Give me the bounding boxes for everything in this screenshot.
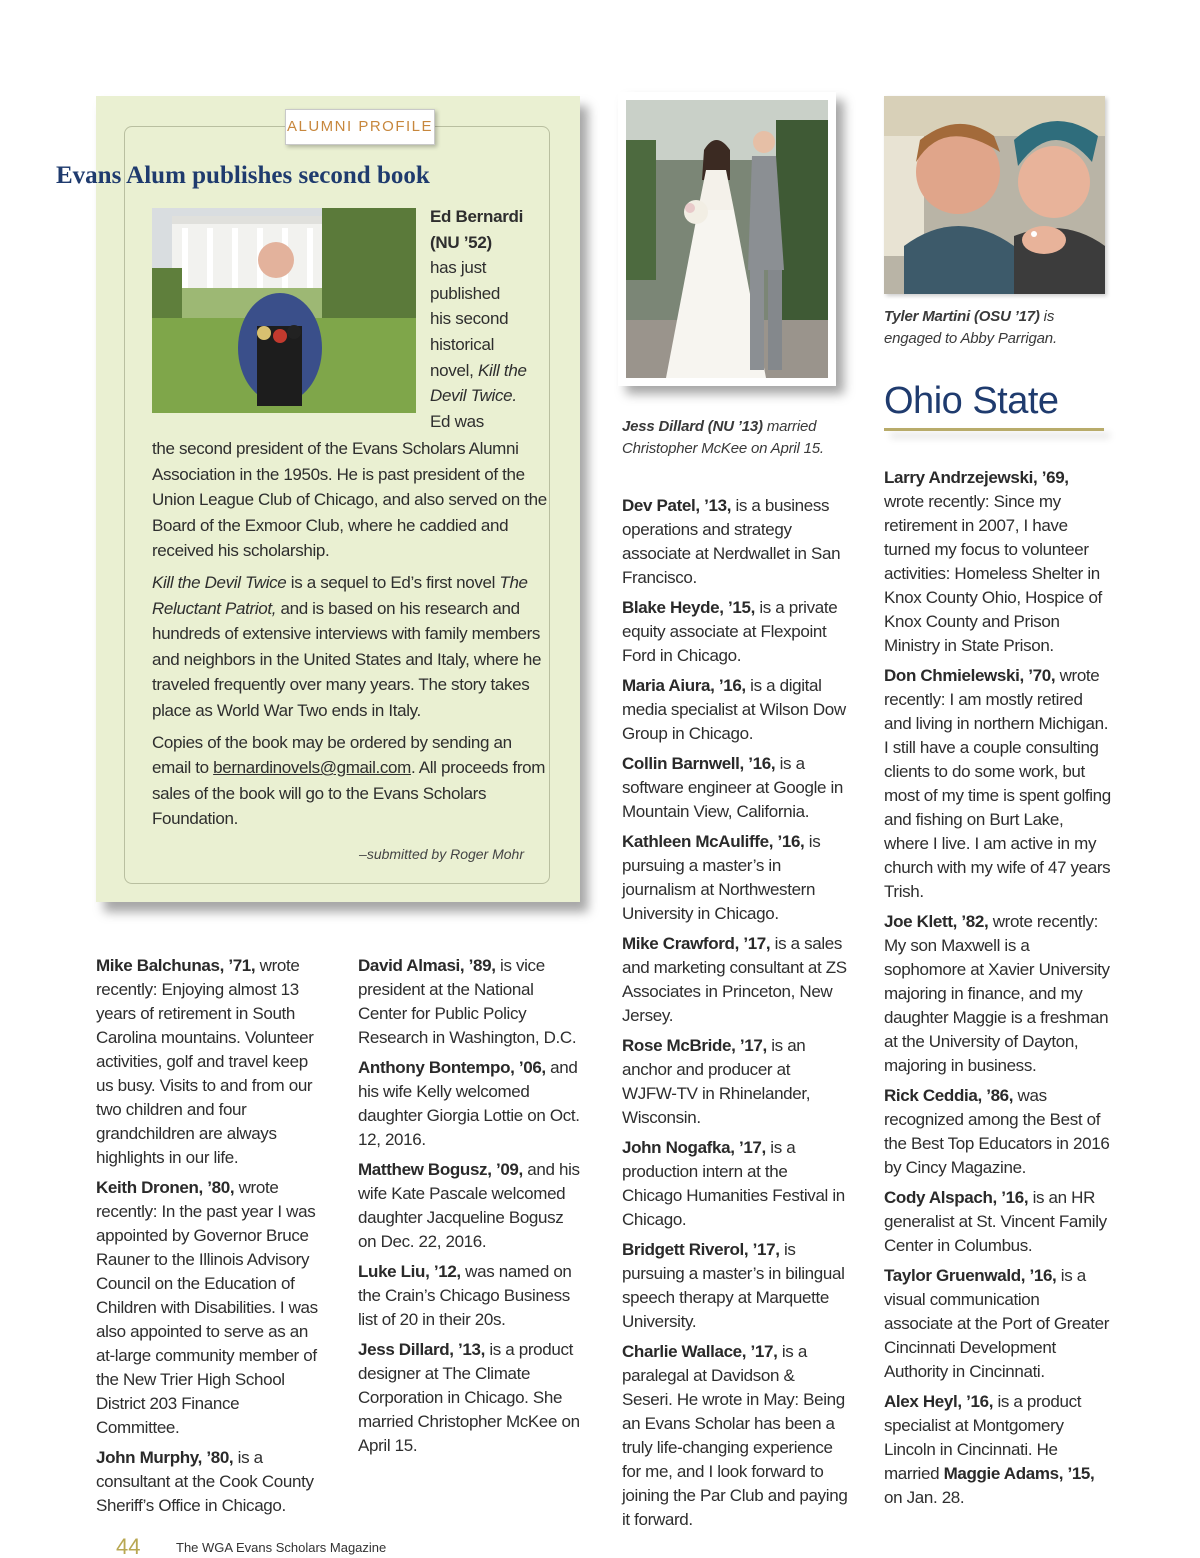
wedding-photo-frame bbox=[618, 92, 836, 386]
alumni-note: was named on the Crain’s Chicago Business list of 20 in their 20s. bbox=[358, 1262, 572, 1329]
profile-intro-line-1: has just bbox=[430, 258, 487, 278]
ed-bernardi-photo-illustration bbox=[152, 208, 416, 413]
profile-novel-line bbox=[430, 358, 540, 384]
list-item bbox=[622, 830, 848, 926]
profile-intro-line-3: his second bbox=[430, 309, 509, 329]
alumni-note: is pursuing a master’s in journalism at Northwestern University in Chicago. bbox=[622, 832, 821, 923]
alumni-note: is an HR generalist at St. Vincent Family Center in Columbus. bbox=[884, 1188, 1107, 1255]
engagement-photo-illustration bbox=[884, 96, 1105, 294]
alumni-name: Mike Balchunas, ’71, bbox=[96, 956, 256, 975]
alumni-name: Larry Andrzejewski, ’69, bbox=[884, 468, 1069, 487]
novel-prefix: novel, bbox=[430, 360, 478, 380]
engagement-photo bbox=[884, 96, 1105, 294]
engagement-caption-name: Tyler Martini (OSU ’17) bbox=[884, 308, 1040, 325]
profile-side-text bbox=[430, 204, 540, 434]
alumni-name: Luke Liu, ’12, bbox=[358, 1262, 461, 1281]
list-item bbox=[358, 1260, 582, 1332]
alumni-profile-tag: ALUMNI PROFILE bbox=[285, 109, 435, 145]
first-book-title: The Reluctant Patriot, bbox=[152, 572, 528, 618]
alumni-note: is vice president at the National Center for Public Policy Research in Washington, D.C. bbox=[358, 956, 577, 1047]
alumni-name-spouse: Maggie Adams, ’15, bbox=[943, 1464, 1095, 1483]
alumni-note: is a software engineer at Google in Mountain View, California. bbox=[622, 754, 844, 821]
list-item bbox=[884, 466, 1112, 658]
alumni-name: John Murphy, ’80, bbox=[96, 1448, 234, 1467]
profile-paragraph-2-mid: is a sequel to Ed’s first novel bbox=[286, 572, 500, 592]
wedding-photo bbox=[626, 100, 828, 378]
profile-body bbox=[152, 436, 552, 838]
novel-title-part1: Kill the bbox=[478, 360, 527, 380]
list-item bbox=[96, 1176, 320, 1440]
alumni-name: Rose McBride, ’17, bbox=[622, 1036, 767, 1055]
alumni-note: and his wife Kelly welcomed daughter Giorgia Lottie on Oct. 12, 2016. bbox=[358, 1058, 580, 1149]
list-item bbox=[622, 932, 848, 1028]
alumni-note: wrote recently: I am mostly retired and living in northern Michigan. I still have a couple consulting clients to do some work, but most of my time is spent golfing and fishing on Burt Lake, where I live. I am active in my church with my wife of 47 years Trish. bbox=[884, 666, 1111, 901]
list-item bbox=[358, 1338, 582, 1458]
ed-bernardi-photo bbox=[152, 208, 416, 413]
engagement-caption-text-1: is bbox=[1039, 308, 1055, 325]
magazine-title: The WGA Evans Scholars Magazine bbox=[176, 1540, 387, 1555]
alumni-name: Blake Heyde, ’15, bbox=[622, 598, 755, 617]
alumni-name: Rick Ceddia, ’86, bbox=[884, 1086, 1014, 1105]
alumni-note: was recognized among the Best of the Best Top Educators in 2016 by Cincy Magazine. bbox=[884, 1086, 1110, 1177]
list-item bbox=[358, 1056, 582, 1152]
wedding-photo-illustration bbox=[626, 100, 828, 378]
book-title: Kill the Devil Twice bbox=[152, 572, 287, 592]
alumni-note-tail: on Jan. 28. bbox=[884, 1488, 965, 1507]
alumni-name: Bridgett Riverol, ’17, bbox=[622, 1240, 780, 1259]
alumni-name: Maria Aiura, ’16, bbox=[622, 676, 746, 695]
section-heading-rule bbox=[884, 428, 1104, 431]
list-item bbox=[358, 954, 582, 1050]
alumni-note: is a digital media specialist at Wilson Dow Group in Chicago. bbox=[622, 676, 846, 743]
engagement-caption-text-2: engaged to Abby Parrigan. bbox=[884, 330, 1057, 347]
alumni-note: is a product designer at The Climate Corporation in Chicago. She married Christopher McKee on April 15. bbox=[358, 1340, 580, 1455]
list-item bbox=[884, 1264, 1112, 1384]
email-link[interactable]: bernardinovels@gmail.com bbox=[213, 758, 411, 778]
submitted-by: –submitted by Roger Mohr bbox=[359, 846, 524, 862]
alumni-note: wrote recently: My son Maxwell is a sophomore at Xavier University majoring in finance, and my daughter Maggie is a freshman at the University of Dayton, majoring in business. bbox=[884, 912, 1110, 1075]
list-item bbox=[622, 1136, 848, 1232]
novel-title-part2: Devil Twice. bbox=[430, 386, 517, 406]
profile-intro-line-4: historical bbox=[430, 334, 495, 354]
list-item bbox=[884, 664, 1112, 904]
list-item bbox=[622, 1034, 848, 1130]
list-item bbox=[96, 954, 320, 1170]
alumni-note: is a consultant at the Cook County Sheriff’s Office in Chicago. bbox=[96, 1448, 314, 1515]
alumni-name: David Almasi, ’89, bbox=[358, 956, 496, 975]
column-4 bbox=[884, 466, 1112, 1516]
alumni-note: is a production intern at the Chicago Humanities Festival in Chicago. bbox=[622, 1138, 845, 1229]
profile-paragraph-3 bbox=[152, 730, 552, 832]
alumni-note: is a product specialist at Montgomery Lincoln in Cincinnati. He married bbox=[884, 1392, 1082, 1483]
list-item bbox=[884, 1084, 1112, 1180]
alumni-note: is a paralegal at Davidson & Seseri. He wrote in May: Being an Evans Scholar has been a truly life-changing experience for me, and I look forward to joining the Par Club and paying it forward. bbox=[622, 1342, 848, 1529]
list-item bbox=[884, 1390, 1112, 1510]
list-item bbox=[884, 910, 1112, 1078]
alumni-name: Kathleen McAuliffe, ’16, bbox=[622, 832, 805, 851]
alumni-note: is an anchor and producer at WJFW-TV in Rhinelander, Wisconsin. bbox=[622, 1036, 811, 1127]
alumni-name: Cody Alspach, ’16, bbox=[884, 1188, 1029, 1207]
alumni-note: and his wife Kate Pascale welcomed daughter Jacqueline Bogusz on Dec. 22, 2016. bbox=[358, 1160, 580, 1251]
page-number: 44 bbox=[116, 1534, 141, 1558]
alumni-note: is a visual communication associate at the Port of Greater Cincinnati Development Authority in Cincinnati. bbox=[884, 1266, 1110, 1381]
section-heading: Ohio State bbox=[884, 380, 1059, 422]
alumni-name: Anthony Bontempo, ’06, bbox=[358, 1058, 546, 1077]
alumni-name: Jess Dillard, ’13, bbox=[358, 1340, 485, 1359]
list-item bbox=[622, 596, 848, 668]
profile-ed-was: Ed was bbox=[430, 411, 484, 431]
wedding-caption-text-1: married bbox=[762, 418, 817, 435]
alumni-name: Matthew Bogusz, ’09, bbox=[358, 1160, 523, 1179]
alumni-note: wrote recently: In the past year I was appointed by Governor Bruce Rauner to the Illinois Advisory Council on the Education of Children with Disabilities. I was also appointed to serve as an at-large community member of the New Trier High School District 203 Finance Committee. bbox=[96, 1178, 318, 1437]
wedding-caption bbox=[622, 416, 842, 460]
profile-name-line-1: Ed Bernardi bbox=[430, 207, 524, 226]
list-item bbox=[884, 1186, 1112, 1258]
list-item bbox=[622, 1340, 848, 1532]
alumni-name: Mike Crawford, ’17, bbox=[622, 934, 771, 953]
alumni-note: is a business operations and strategy associate at Nerdwallet in San Francisco. bbox=[622, 496, 841, 587]
profile-paragraph-2 bbox=[152, 570, 552, 724]
alumni-note: is a private equity associate at Flexpoint Ford in Chicago. bbox=[622, 598, 838, 665]
alumni-name: Joe Klett, ’82, bbox=[884, 912, 989, 931]
alumni-name: Alex Heyl, ’16, bbox=[884, 1392, 994, 1411]
list-item bbox=[358, 1158, 582, 1254]
alumni-name: Charlie Wallace, ’17, bbox=[622, 1342, 778, 1361]
profile-paragraph-3-start: Copies of the book may be ordered by sending an email to bbox=[152, 732, 512, 778]
alumni-name: Don Chmielewski, ’70, bbox=[884, 666, 1056, 685]
wedding-caption-text-2: Christopher McKee on April 15. bbox=[622, 440, 824, 457]
alumni-note: wrote recently: Enjoying almost 13 years of retirement in South Carolina mountains. Volunteer activities, golf and travel keep us busy. Visits to and from our two children and four grandchildren are always highlights in our life. bbox=[96, 956, 314, 1167]
alumni-note: is a sales and marketing consultant at ZS Associates in Princeton, New Jersey. bbox=[622, 934, 847, 1025]
engagement-caption bbox=[884, 306, 1124, 350]
profile-paragraph-2-rest: and is based on his research and hundreds of extensive interviews with family members and neighbors in the United States and Italy, where he traveled frequently over many years. The story takes place as World War Two ends in Italy. bbox=[152, 598, 542, 720]
alumni-name: Keith Dronen, ’80, bbox=[96, 1178, 235, 1197]
list-item bbox=[622, 752, 848, 824]
alumni-name: John Nogafka, ’17, bbox=[622, 1138, 766, 1157]
article-title: Evans Alum publishes second book bbox=[56, 162, 430, 189]
profile-paragraph-1: the second president of the Evans Scholars Alumni Association in the 1950s. He is past president of the Union League Club of Chicago, and also served on the Board of the Exmoor Club, where he caddied and received his scholarship. bbox=[152, 439, 547, 561]
profile-paragraph-3-end: . All proceeds from sales of the book will go to the Evans Scholars Foundation. bbox=[152, 758, 546, 829]
column-3 bbox=[622, 494, 848, 1538]
list-item bbox=[622, 494, 848, 590]
profile-name-line-2: (NU ’52) bbox=[430, 232, 492, 252]
profile-intro-line-2: published bbox=[430, 283, 501, 303]
column-1 bbox=[96, 954, 320, 1524]
wedding-caption-name: Jess Dillard (NU ’13) bbox=[622, 418, 763, 435]
alumni-name: Taylor Gruenwald, ’16, bbox=[884, 1266, 1057, 1285]
list-item bbox=[622, 1238, 848, 1334]
alumni-note: is pursuing a master’s in bilingual speech therapy at Marquette University. bbox=[622, 1240, 845, 1331]
alumni-name: Collin Barnwell, ’16, bbox=[622, 754, 776, 773]
alumni-name: Dev Patel, ’13, bbox=[622, 496, 732, 515]
list-item bbox=[622, 674, 848, 746]
alumni-note: wrote recently: Since my retirement in 2007, I have turned my focus to volunteer activities: Homeless Shelter in Knox County Ohio, Hospice of Knox County and Prison Ministry in State Prison. bbox=[884, 492, 1102, 655]
column-2 bbox=[358, 954, 582, 1464]
list-item bbox=[96, 1446, 320, 1518]
